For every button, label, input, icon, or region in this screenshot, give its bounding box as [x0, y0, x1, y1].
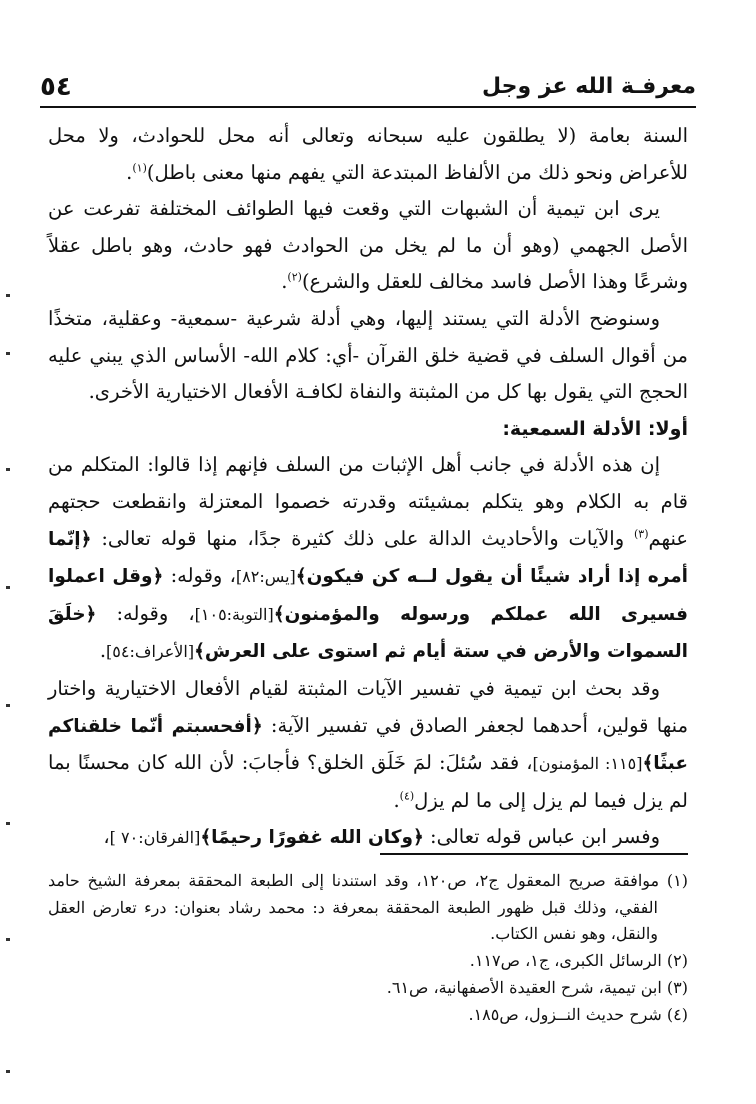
page-header: [40, 72, 696, 108]
footnote-4: (٤) شرح حديث النــزول، ص١٨٥.: [468, 1004, 688, 1024]
footnotes: [48, 868, 688, 1028]
paragraph-3: وسنوضح الأدلة التي يستند إليها، وهي أدلة شرعية -سمعية- وعقلية، متخذًا من أقوال السلف في قضية خلق القرآن -أي: كلام الله- الأساس الذي يبني عليه الحجج التي يقول بها كل من المثبتة والنفاة لكافـة الأفعال الاختيارية الأخرى.: [48, 306, 688, 404]
verse-ref-4: [١١٥: المؤمنون]: [532, 754, 643, 774]
margin-mark: [6, 938, 10, 941]
footnote-3: (٣) ابن تيمية، شرح العقيدة الأصفهانية، ص٦١.: [386, 977, 688, 997]
footnote-ref-3[interactable]: (٣): [633, 527, 649, 541]
margin-mark: [6, 822, 10, 825]
footnote-2: (٢) الرسائل الكبرى، ج١، ص١١٧.: [469, 951, 688, 971]
footnote-ref-4[interactable]: (٤): [399, 789, 415, 803]
body-text: [48, 118, 688, 857]
paragraph-2: يرى ابن تيمية أن الشبهات التي وقعت فيها الطوائف المختلفة تفرعت عن الأصل الجهمي (وهو أن ما لم يخل من الحوادث فهو حادث، وهو باطل عقلاً وشرعًا وهذا الأصل فاسد مخالف للعقل والشرع)$^{(٢)}$.: [48, 197, 688, 294]
paragraph-1: السنة بعامة (لا يطلقون عليه سبحانه وتعالى أنه محل للحوادث، ولا محل للأعراض ونحو ذلك من الألفاظ المبتدعة التي يفهم منها معنى باطل)$^{(١)}$.: [48, 124, 688, 184]
running-title: معرفـة الله عز وجل: [482, 74, 696, 99]
paragraph-4: إن هذه الأدلة في جانب أهل الإثبات من السلف فإنهم إذا قالوا: المتكلم من قام به الكلام وهو يتكلم بمشيئته وقدرته خصموا المعتزلة وانقطعت حجتهم عنهم$^{(٣)}$ والآيات والأحاديث الدالة على ذلك كثيرة جدًا، منها قوله تعالى: ﴿إنّما أمره إذا أراد شيئًا أن يقول لــه كن فيكون﴾[يس:٨٢]، وقوله: ﴿وقل اعملوا فسيرى الله عملكم ورسوله والمؤمنون﴾[التوبة:١٠٥]، وقوله: ﴿خلَقَ السموات والأرض في ستة أيام ثم استوى على العرش﴾[الأعراف:٥٤].: [48, 453, 689, 663]
quran-quote-2: ﴿وقل اعملوا فسيرى الله عملكم ورسوله والمؤمنون﴾: [48, 566, 688, 625]
page-number: ٥٤: [40, 72, 72, 102]
quran-quote-5: ﴿وكان الله غفورًا رحيمًا﴾: [200, 827, 424, 849]
verse-ref-3: [الأعراف:٥٤]: [106, 642, 195, 662]
margin-mark: [6, 1070, 10, 1073]
footnote-1: (١) موافقة صريح المعقول ج٢، ص١٢٠، وقد استندنا إلى الطبعة المحققة بمعرفة الشيخ حامد الفقي، وذلك قبل ظهور الطبعة المحققة بمعرفة د: محمد رشاد بعنوان: درء تعارض العقل والنقل، وهو نفس الكتاب.: [48, 871, 689, 944]
margin-mark: [6, 294, 10, 297]
footnote-separator: [380, 853, 688, 855]
verse-ref-1: [يس:٨٢]: [235, 567, 296, 587]
paragraph-5: وقد بحث ابن تيمية في تفسير الآيات المثبتة لقيام الأفعال الاختيارية واختار منها قولين، أحدهما لجعفر الصادق في تفسير الآية: ﴿أفحسبتم أنّما خلقناكم عبثًا﴾[١١٥: المؤمنون]، فقد سُئلَ: لمَ خَلَق الخلق؟ فأجابَ: لأن الله كان محسنًا بما لم يزل فيما لم يزل إلى ما لم يزل$^{(٤)}$.: [48, 676, 689, 812]
margin-mark: [6, 586, 10, 589]
paragraph-6: وفسر ابن عباس قوله تعالى: ﴿وكان الله غفورًا رحيمًا﴾[الفرقان:٧٠ ]،: [103, 825, 660, 849]
verse-ref-2: [التوبة:١٠٥]: [194, 604, 274, 624]
margin-mark: [6, 468, 10, 471]
margin-mark: [6, 704, 10, 707]
quran-quote-1: ﴿إنّما أمره إذا أراد شيئًا أن يقول لــه كن فيكون﴾: [48, 528, 689, 588]
section-heading: أولا: الأدلة السمعية:: [502, 417, 688, 440]
quran-quote-3: ﴿خلَقَ السموات والأرض في ستة أيام ثم استوى على العرش﴾: [48, 603, 688, 663]
verse-ref-5: [الفرقان:٧٠ ]: [109, 828, 201, 848]
margin-mark: [6, 352, 10, 355]
footnote-ref-2[interactable]: (٢): [287, 270, 302, 284]
footnote-ref-1[interactable]: (١): [132, 161, 147, 175]
quran-quote-4: ﴿أفحسبتم أنّما خلقناكم عبثًا﴾: [48, 715, 688, 775]
